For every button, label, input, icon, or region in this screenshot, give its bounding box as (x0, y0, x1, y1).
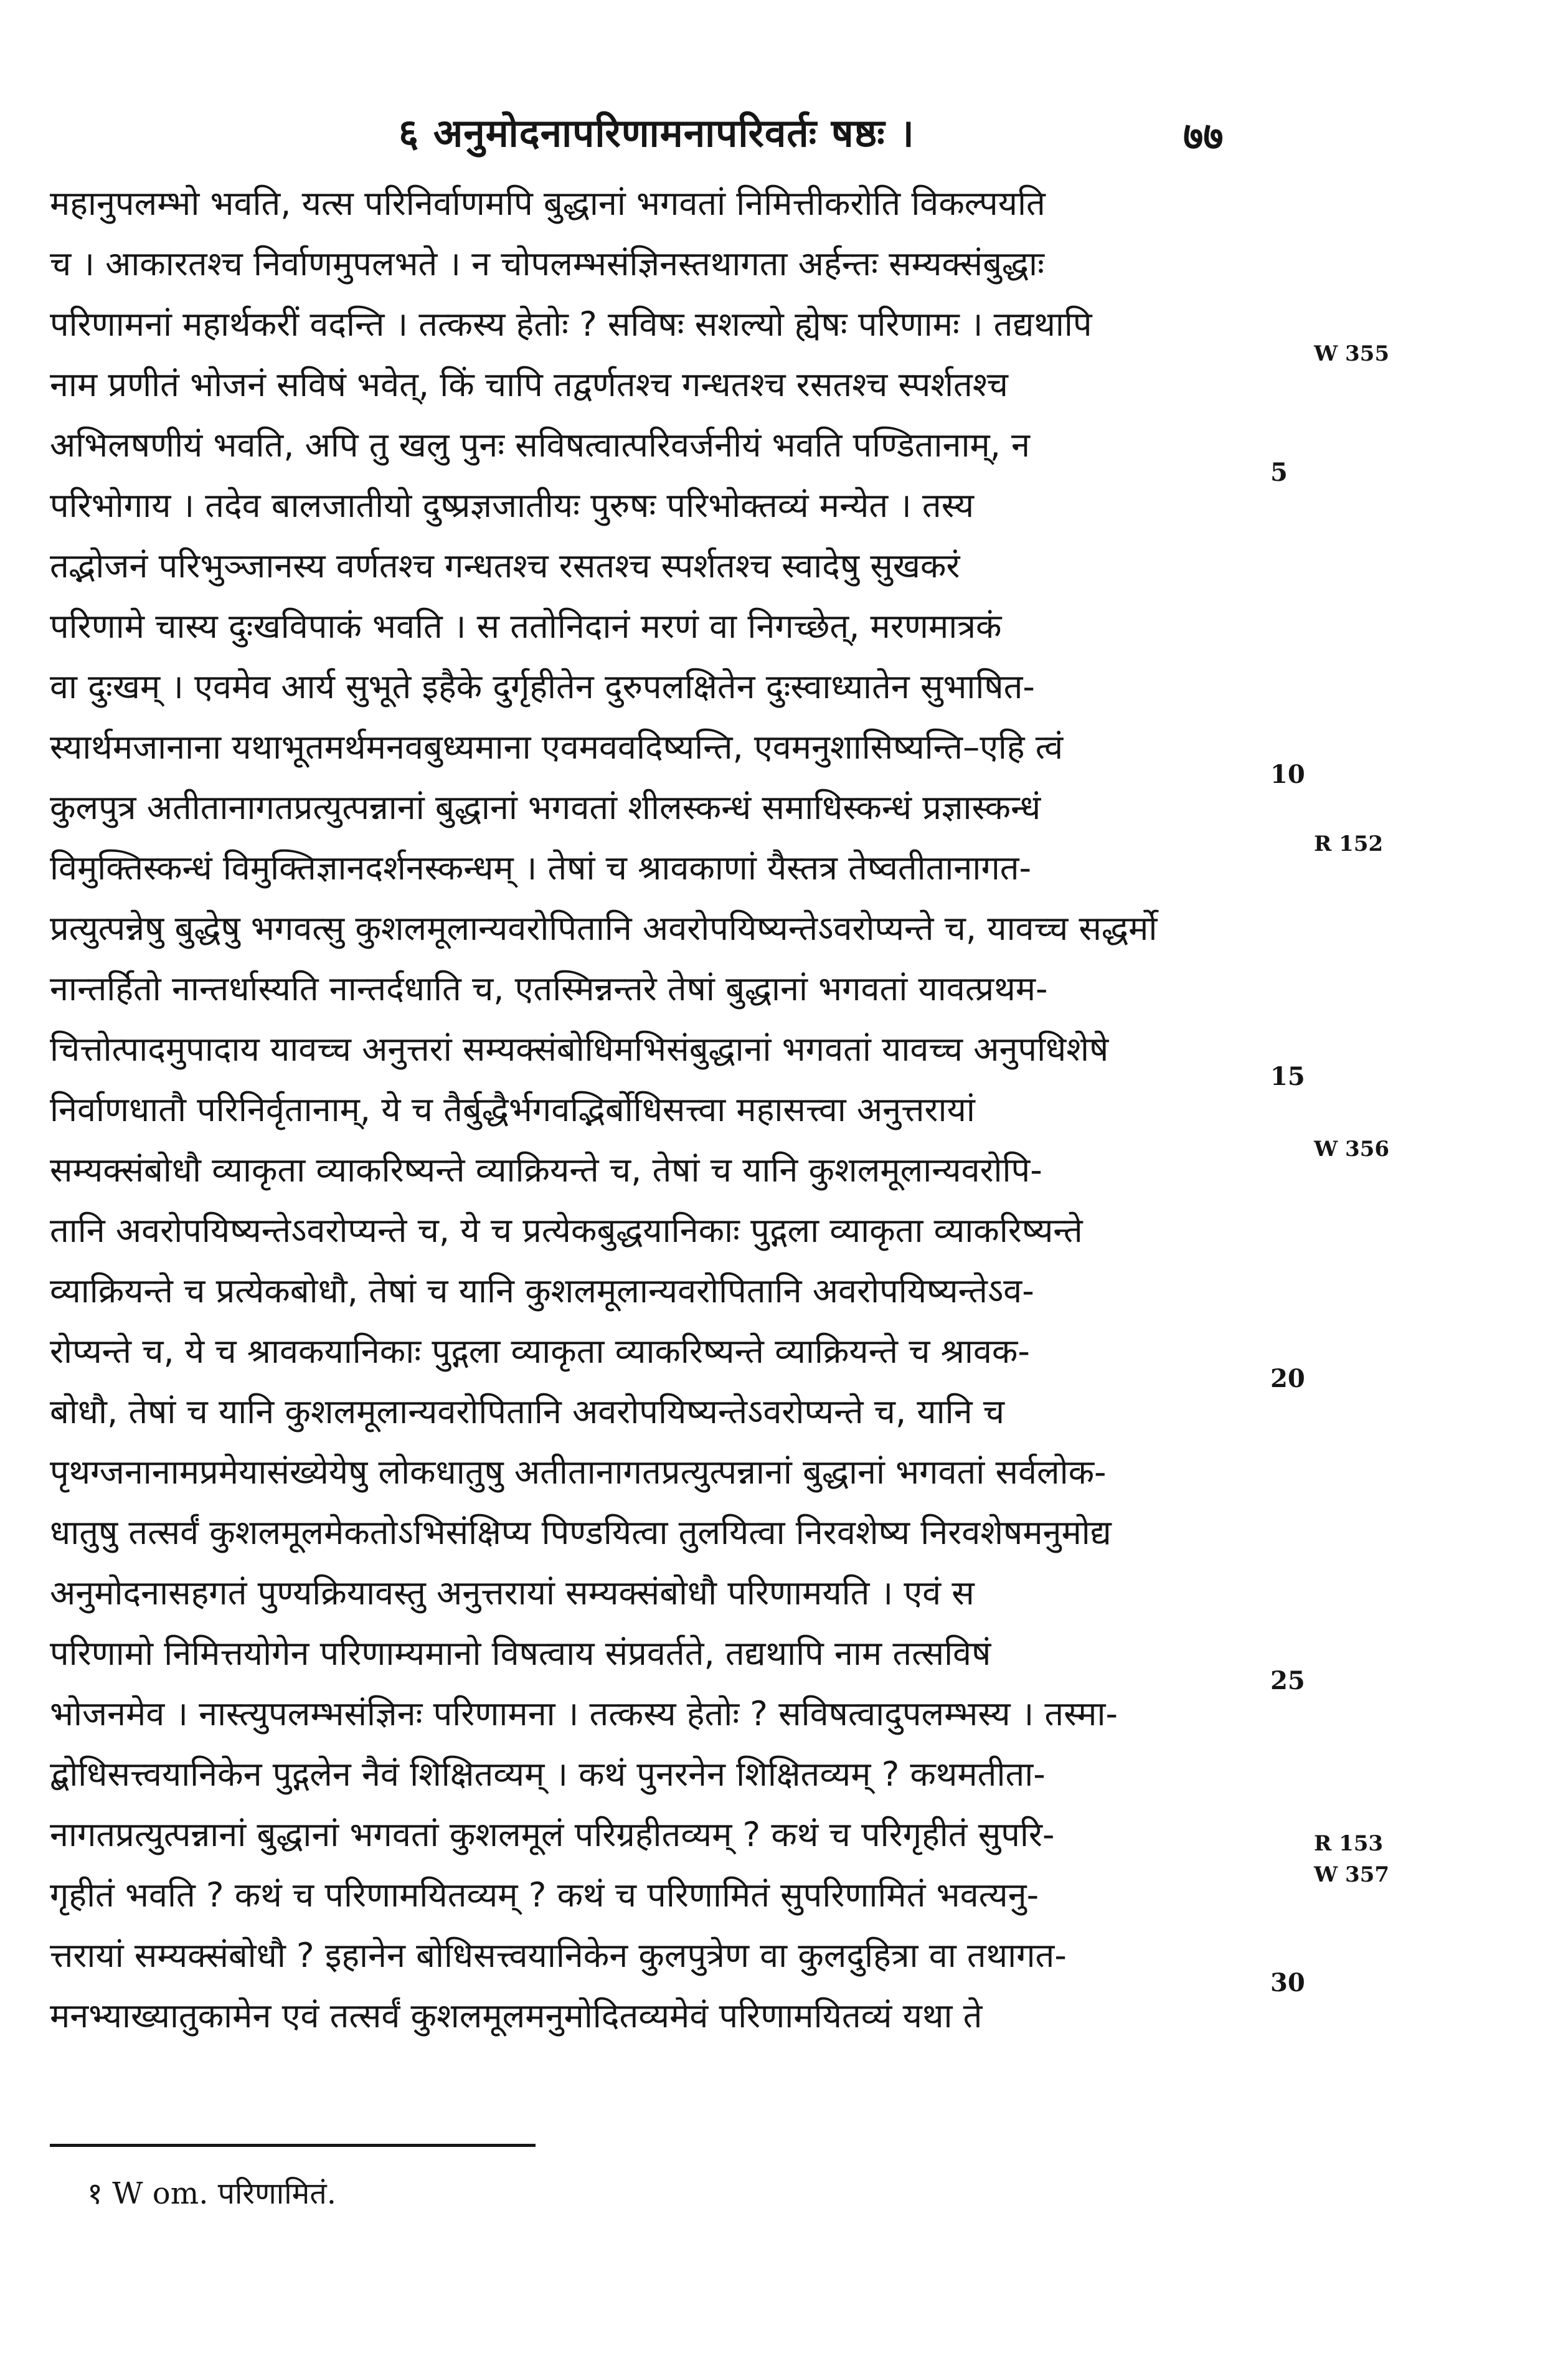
margin-reference: R 152 (1314, 831, 1384, 856)
text-line: तानि अवरोपयिष्यन्तेऽवरोप्यन्ते च, ये च प्रत्येकबुद्धयानिकाः पुद्गला व्याकृता व्याकरिष्यन्ते (50, 1211, 1083, 1250)
text-line: स्यार्थमजानाना यथाभूतमर्थमनवबुध्यमाना एवमववदिष्यन्ति, एवमनुशासिष्यन्ति–एहि त्वं (50, 727, 1064, 767)
line-number: 30 (1270, 1968, 1305, 1997)
text-line: सम्यक्संबोधौ व्याकृता व्याकरिष्यन्ते व्याक्रियन्ते च, तेषां च यानि कुशलमूलान्यवरोपि- (50, 1150, 1042, 1190)
text-line: बोधौ, तेषां च यानि कुशलमूलान्यवरोपितानि अवरोपयिष्यन्तेऽवरोप्यन्ते च, यानि च (50, 1392, 1004, 1431)
text-line: मनभ्याख्यातुकामेन एवं तत्सर्वं कुशलमूलमनुमोदितव्यमेवं परिणामयितव्यं यथा ते (50, 1996, 983, 2035)
text-line: गृहीतं भवति ? कथं च परिणामयितव्यम् ? कथं च परिणामितं सुपरिणामितं भवत्यनु- (50, 1875, 1039, 1915)
margin-reference: W 357 (1314, 1862, 1389, 1887)
text-line: परिणामो निमित्तयोगेन परिणाम्यमानो विषत्वाय संप्रवर्तते, तद्यथापि नाम तत्सविषं (50, 1634, 991, 1673)
text-line: अनुमोदनासहगतं पुण्यक्रियावस्तु अनुत्तरायां सम्यक्संबोधौ परिणामयति । एवं स (50, 1573, 975, 1613)
text-line: तद्भोजनं परिभुञ्जानस्य वर्णतश्च गन्धतश्च रसतश्च स्पर्शतश्च स्वादेषु सुखकरं (50, 546, 960, 585)
text-line: नागतप्रत्युत्पन्नानां बुद्धानां भगवतां कुशलमूलं परिग्रहीतव्यम् ? कथं च परिगृहीतं सुपरि- (50, 1815, 1055, 1854)
text-line: विमुक्तिस्कन्धं विमुक्तिज्ञानदर्शनस्कन्धम् । तेषां च श्रावकाणां यैस्तत्र तेष्वतीतानागत- (50, 848, 1032, 888)
text-line: प्रत्युत्पन्नेषु बुद्धेषु भगवत्सु कुशलमूलान्यवरोपितानि अवरोपयिष्यन्तेऽवरोप्यन्ते च, यावच्च सद्धर्मो (50, 909, 1158, 948)
line-number: 5 (1270, 458, 1288, 487)
text-line: त्तरायां सम्यक्संबोधौ ? इहानेन बोधिसत्त्वयानिकेन कुलपुत्रेण वा कुलदुहित्रा वा तथागत- (50, 1936, 1067, 1975)
text-line: नान्तर्हितो नान्तर्धास्यति नान्तर्दधाति च, एतस्मिन्नन्तरे तेषां बुद्धानां भगवतां यावत्प्रथम- (50, 969, 1048, 1008)
running-header-title: ६ अनुमोदनापरिणामनापरिवर्तः षष्ठः । (399, 110, 915, 156)
text-line: भोजनमेव । नास्त्युपलम्भसंज्ञिनः परिणामना । तत्कस्य हेतोः ? सविषत्वादुपलम्भस्य । तस्मा- (50, 1694, 1118, 1733)
page-number: ७७ (1183, 113, 1224, 159)
line-number: 20 (1270, 1364, 1305, 1393)
text-line: रोप्यन्ते च, ये च श्रावकयानिकाः पुद्गला व्याकृता व्याकरिष्यन्ते व्याक्रियन्ते च श्रावक- (50, 1332, 1030, 1371)
text-line: पृथग्जनानामप्रमेयासंख्येयेषु लोकधातुषु अतीतानागतप्रत्युत्पन्नानां बुद्धानां भगवतां सर्वलोक- (50, 1452, 1107, 1492)
text-line: निर्वाणधातौ परिनिर्वृतानाम्, ये च तैर्बुद्धैर्भगवद्भिर्बोधिसत्त्वा महासत्त्वा अनुत्तरायां (50, 1090, 975, 1129)
line-number: 15 (1270, 1062, 1305, 1091)
line-number: 25 (1270, 1666, 1305, 1695)
text-line: अभिलषणीयं भवति, अपि तु खलु पुनः सविषत्वात्परिवर्जनीयं भवति पण्डितानाम्, न (50, 425, 1031, 465)
text-line: च । आकारतश्च निर्वाणमुपलभते । न चोपलम्भसंज्ञिनस्तथागता अर्हन्तः सम्यक्संबुद्धाः (50, 244, 1044, 283)
text-line: परिणामनां महार्थकरीं वदन्ति । तत्कस्य हेतोः ? सविषः सशल्यो ह्येषः परिणामः । तद्यथापि (50, 305, 1092, 344)
text-line: नाम प्रणीतं भोजनं सविषं भवेत्, किं चापि तद्वर्णतश्च गन्धतश्च रसतश्च स्पर्शतश्च (50, 365, 1008, 404)
footnote-divider (50, 2144, 536, 2147)
text-line: कुलपुत्र अतीतानागतप्रत्युत्पन्नानां बुद्धानां भगवतां शीलस्कन्धं समाधिस्कन्धं प्रज्ञास्कन्धं (50, 788, 1041, 827)
text-line: वा दुःखम् । एवमेव आर्य सुभूते इहैके दुर्गृहीतेन दुरुपलक्षितेन दुःस्वाध्यातेन सुभाषित- (50, 667, 1035, 706)
margin-reference: W 356 (1314, 1137, 1389, 1162)
text-line: धातुषु तत्सर्वं कुशलमूलमेकतोऽभिसंक्षिप्य पिण्डयित्वा तुलयित्वा निरवशेष्य निरवशेषमनुमोद्य (50, 1513, 1112, 1552)
margin-reference: W 355 (1314, 341, 1389, 366)
text-line: परिभोगाय । तदेव बालजातीयो दुष्प्रज्ञजातीयः पुरुषः परिभोक्तव्यं मन्येत । तस्य (50, 486, 975, 525)
text-line: चित्तोत्पादमुपादाय यावच्च अनुत्तरां सम्यक्संबोधिमभिसंबुद्धानां भगवतां यावच्च अनुपधिशेषे (50, 1030, 1109, 1069)
text-line: व्याक्रियन्ते च प्रत्येकबोधौ, तेषां च यानि कुशलमूलान्यवरोपितानि अवरोपयिष्यन्तेऽव- (50, 1271, 1034, 1310)
text-line: महानुपलम्भो भवति, यत्स परिनिर्वाणमपि बुद्धानां भगवतां निमित्तीकरोति विकल्पयति (50, 184, 1046, 223)
text-line: द्बोधिसत्त्वयानिकेन पुद्गलेन नैवं शिक्षितव्यम् । कथं पुनरनेन शिक्षितव्यम् ? कथमतीता- (50, 1755, 1046, 1794)
line-number: 10 (1270, 760, 1305, 789)
margin-reference: R 153 (1314, 1831, 1384, 1856)
text-line: परिणामे चास्य दुःखविपाकं भवति । स ततोनिदानं मरणं वा निगच्छेत्, मरणमात्रकं (50, 607, 1002, 646)
footnote: १ W om. परिणामितं. (87, 2176, 336, 2211)
